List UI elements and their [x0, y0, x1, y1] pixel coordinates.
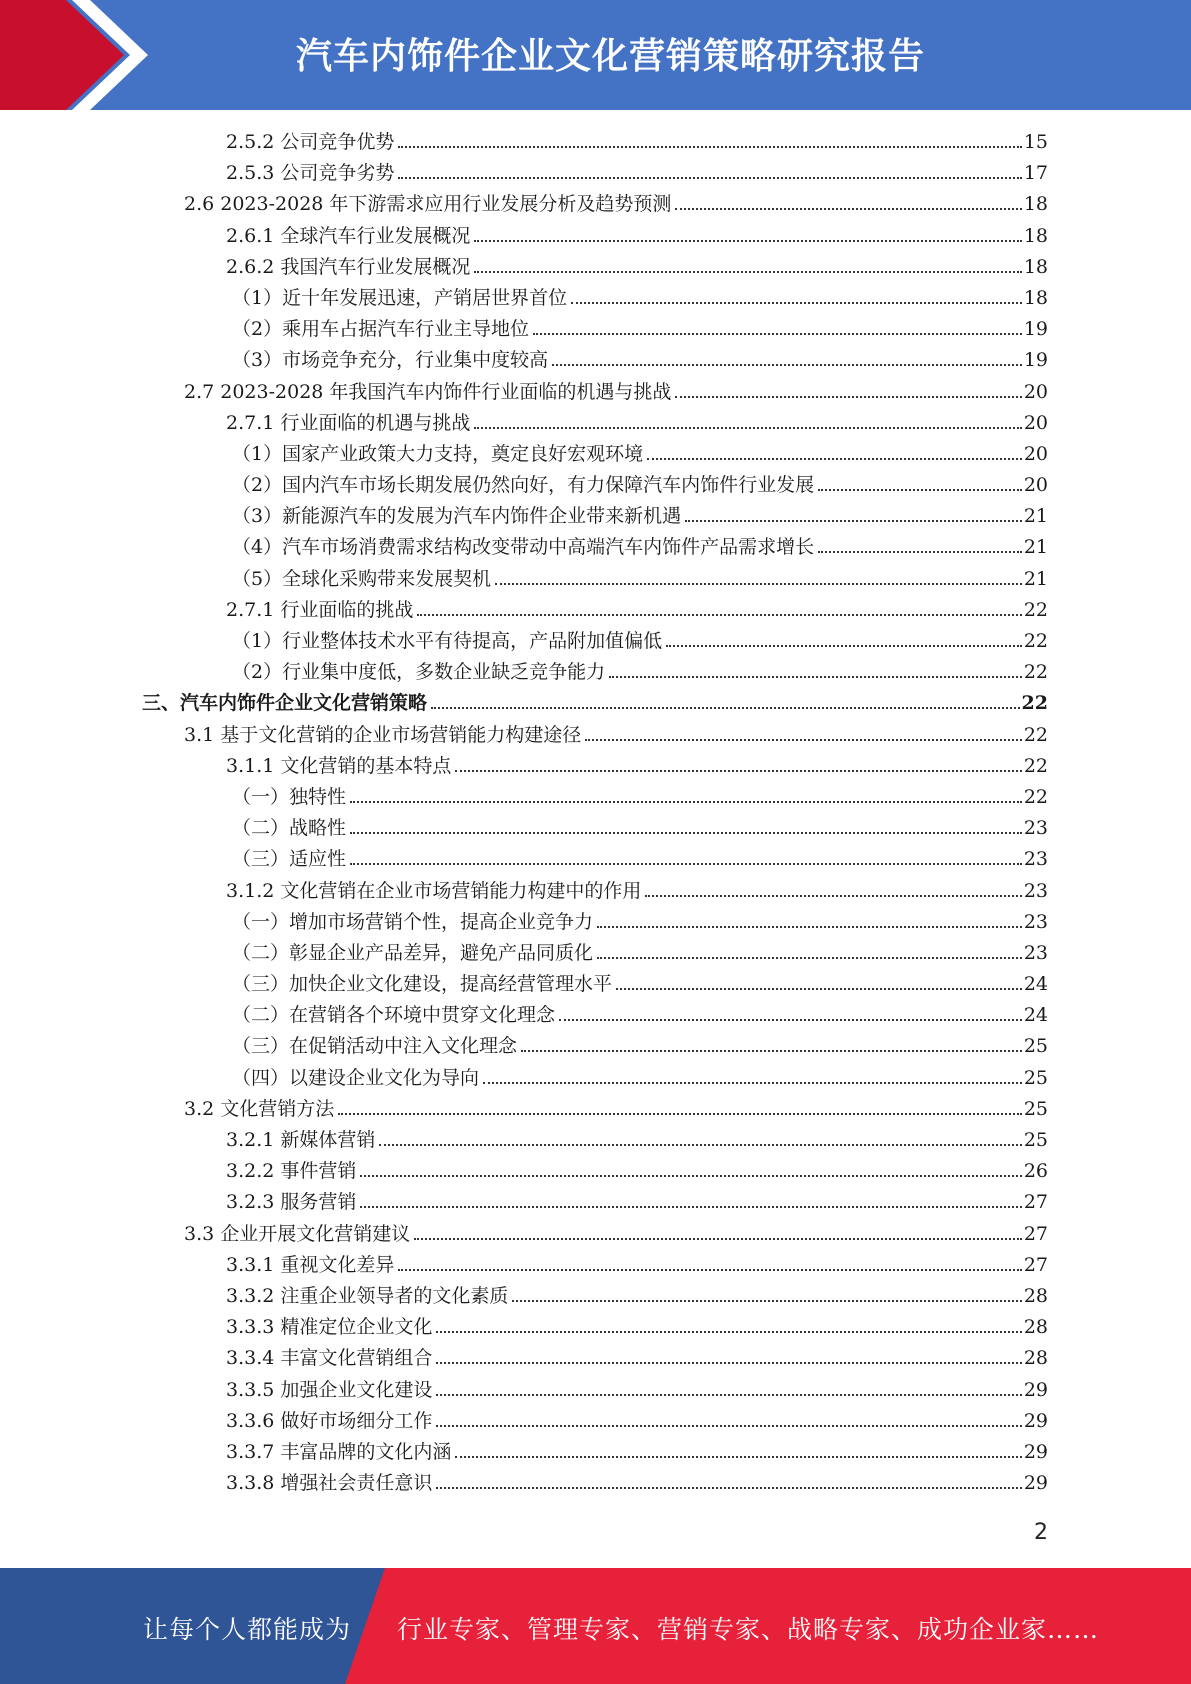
toc-entry-page: 28 — [1023, 1316, 1048, 1339]
toc-entry-label: 3.3.8 增强社会责任意识 — [226, 1472, 433, 1495]
toc-entry-line[interactable] — [232, 1063, 1048, 1094]
toc-entry-line[interactable] — [226, 127, 1048, 158]
toc-leader-dots — [609, 676, 1022, 678]
toc-entry-line[interactable] — [226, 1406, 1048, 1437]
toc-entry-line[interactable] — [226, 221, 1048, 252]
toc-leader-dots — [474, 240, 1021, 242]
toc-entry-page: 28 — [1023, 1347, 1048, 1370]
toc-entry-line[interactable] — [184, 189, 1048, 220]
toc-entry-line[interactable] — [184, 720, 1048, 751]
toc-entry-line[interactable] — [226, 1437, 1048, 1468]
toc-entry-line[interactable] — [226, 1125, 1048, 1156]
toc-leader-dots — [616, 988, 1022, 990]
toc-leader-dots — [398, 146, 1021, 148]
toc-entry-line[interactable] — [226, 751, 1048, 782]
toc-entry[interactable] — [0, 439, 1191, 470]
toc-entry[interactable] — [0, 1250, 1191, 1281]
toc-entry[interactable] — [0, 1031, 1191, 1062]
toc-entry-line[interactable] — [226, 1375, 1048, 1406]
toc-entry-label: （4）汽车市场消费需求结构改变带动中高端汽车内饰件产品需求增长 — [232, 536, 815, 559]
toc-entry-label: （1）近十年发展迅速，产销居世界首位 — [232, 286, 568, 309]
report-title: 汽车内饰件企业文化营销策略研究报告 — [295, 36, 925, 77]
toc-entry-page: 18 — [1023, 255, 1048, 278]
toc-entry[interactable] — [0, 1406, 1191, 1437]
toc-leader-dots — [559, 1019, 1022, 1021]
toc-entry-label: （3）市场竞争充分，行业集中度较高 — [232, 349, 549, 372]
toc-entry-label: （一）增加市场营销个性，提高企业竞争力 — [232, 910, 594, 933]
toc-entry-page: 27 — [1023, 1253, 1048, 1276]
toc-entry-line[interactable] — [232, 844, 1048, 875]
toc-entry-page: 20 — [1023, 411, 1048, 434]
toc-entry[interactable] — [0, 221, 1191, 252]
toc-leader-dots — [350, 863, 1022, 865]
toc-leader-dots — [379, 1144, 1021, 1146]
toc-entry[interactable] — [0, 1312, 1191, 1343]
toc-entry[interactable] — [0, 688, 1191, 719]
toc-entry-label: 3.3.5 加强企业文化建设 — [226, 1378, 433, 1401]
toc-leader-dots — [436, 1362, 1021, 1364]
toc-entry-label: （三）加快企业文化建设，提高经营管理水平 — [232, 973, 613, 996]
toc-entry-page: 22 — [1023, 723, 1048, 746]
toc-entry-label: 2.6.2 我国汽车行业发展概况 — [226, 255, 471, 278]
toc-entry-line[interactable] — [226, 1468, 1048, 1499]
toc-entry[interactable] — [0, 377, 1191, 408]
toc-leader-dots — [685, 520, 1022, 522]
toc-entry[interactable] — [0, 127, 1191, 158]
toc-entry-page: 22 — [1023, 598, 1048, 621]
toc-entry-label: 3.3.3 精准定位企业文化 — [226, 1316, 433, 1339]
toc-leader-dots — [483, 1082, 1022, 1084]
toc-entry-label: 2.7 2023-2028 年我国汽车内饰件行业面临的机遇与挑战 — [184, 380, 672, 403]
toc-entry[interactable] — [0, 1000, 1191, 1031]
toc-entry-page: 25 — [1023, 1035, 1048, 1058]
page-number: 2 — [1034, 1520, 1048, 1545]
toc-leader-dots — [436, 1487, 1021, 1489]
toc-entry-page: 25 — [1023, 1097, 1048, 1120]
toc-leader-dots — [818, 489, 1022, 491]
toc-entry[interactable] — [0, 969, 1191, 1000]
toc-entry-label: （1）国家产业政策大力支持，奠定良好宏观环境 — [232, 442, 644, 465]
toc-entry-line[interactable] — [226, 408, 1048, 439]
toc-leader-dots — [512, 1300, 1021, 1302]
toc-leader-dots — [350, 801, 1022, 803]
toc-leader-dots — [597, 926, 1022, 928]
toc-entry[interactable] — [0, 813, 1191, 844]
toc-entry-page: 20 — [1023, 442, 1048, 465]
toc-entry[interactable] — [0, 283, 1191, 314]
toc-leader-dots — [360, 1206, 1021, 1208]
toc-entry-label: （三）在促销活动中注入文化理念 — [232, 1035, 518, 1058]
toc-entry[interactable] — [0, 1063, 1191, 1094]
toc-entry-line[interactable] — [226, 876, 1048, 907]
toc-entry-label: 2.5.2 公司竞争优势 — [226, 131, 395, 153]
toc-entry-label: 3.3.6 做好市场细分工作 — [226, 1409, 433, 1432]
toc-entry-label: 3.2 文化营销方法 — [184, 1097, 335, 1120]
toc-entry-label: （3）新能源汽车的发展为汽车内饰件企业带来新机遇 — [232, 505, 682, 528]
toc-entry-page: 25 — [1023, 1129, 1048, 1151]
toc-leader-dots — [597, 957, 1022, 959]
toc-leader-dots — [431, 707, 1020, 709]
toc-entry[interactable] — [0, 1375, 1191, 1406]
toc-leader-dots — [521, 1050, 1022, 1052]
toc-entry-label: （5）全球化采购带来发展契机 — [232, 567, 492, 590]
toc-entry-label: （1）行业整体技术水平有待提高，产品附加值偏低 — [232, 630, 663, 652]
toc-entry[interactable] — [0, 626, 1191, 657]
toc-entry[interactable] — [0, 345, 1191, 376]
toc-leader-dots — [474, 427, 1021, 429]
toc-entry-label: 3.3.1 重视文化差异 — [226, 1253, 395, 1276]
toc-entry-label: 3.3.4 丰富文化营销组合 — [226, 1347, 433, 1370]
toc-entry-label: 3.3.7 丰富品牌的文化内涵 — [226, 1440, 452, 1463]
toc-entry[interactable] — [0, 1281, 1191, 1312]
toc-entry-label: 3.3 企业开展文化营销建议 — [184, 1222, 411, 1245]
toc-entry-label: 3.1.2 文化营销在企业市场营销能力构建中的作用 — [226, 879, 642, 902]
toc-entry[interactable] — [0, 1094, 1191, 1125]
toc-entry[interactable] — [0, 158, 1191, 189]
toc-entry-page: 21 — [1023, 505, 1048, 528]
toc-entry-label: 3.1 基于文化营销的企业市场营销能力构建途径 — [184, 723, 582, 746]
toc-entry-line[interactable] — [232, 439, 1048, 470]
toc-entry[interactable] — [0, 1437, 1191, 1468]
toc-entry-page: 23 — [1023, 910, 1048, 933]
toc-entry[interactable] — [0, 1343, 1191, 1374]
toc-entry-label: 3.1.1 文化营销的基本特点 — [226, 754, 452, 777]
toc-entry-page: 26 — [1023, 1160, 1048, 1183]
toc-entry-label: 2.7.1 行业面临的机遇与挑战 — [226, 411, 471, 434]
toc-entry-line[interactable] — [232, 283, 1048, 314]
toc-entry-line[interactable] — [226, 1250, 1048, 1281]
toc-leader-dots — [474, 271, 1021, 273]
toc-leader-dots — [675, 208, 1021, 210]
toc-entry-page: 23 — [1023, 848, 1048, 871]
toc-entry-label: （2）乘用车占据汽车行业主导地位 — [232, 318, 530, 341]
toc-entry-line[interactable] — [232, 782, 1048, 813]
toc-entry[interactable] — [0, 751, 1191, 782]
toc-entry[interactable] — [0, 470, 1191, 501]
toc-leader-dots — [398, 1269, 1021, 1271]
toc-entry[interactable] — [0, 657, 1191, 688]
toc-leader-dots — [533, 333, 1022, 335]
toc-entry[interactable] — [0, 189, 1191, 220]
toc-leader-dots — [455, 1456, 1021, 1458]
toc-entry[interactable] — [0, 252, 1191, 283]
toc-entry-line[interactable] — [226, 1312, 1048, 1343]
toc-entry-line[interactable] — [226, 595, 1048, 626]
toc-entry-page: 29 — [1023, 1378, 1048, 1401]
toc-entry-line[interactable] — [232, 938, 1048, 969]
toc-entry-page: 23 — [1023, 941, 1048, 964]
toc-entry-label: 三、汽车内饰件企业文化营销策略 — [142, 692, 428, 715]
toc-entry-label: 3.2.3 服务营销 — [226, 1191, 357, 1214]
table-of-contents — [0, 127, 1191, 1499]
toc-entry-page: 23 — [1023, 879, 1048, 902]
toc-entry-line[interactable] — [232, 1031, 1048, 1062]
toc-leader-dots — [436, 1425, 1021, 1427]
toc-entry-line[interactable] — [226, 1156, 1048, 1187]
toc-entry[interactable] — [0, 1156, 1191, 1187]
toc-entry-line[interactable] — [232, 501, 1048, 532]
toc-entry-page: 22 — [1023, 630, 1048, 652]
toc-entry-label: （2）国内汽车市场长期发展仍然向好，有力保障汽车内饰件行业发展 — [232, 474, 815, 497]
toc-entry-page: 19 — [1023, 318, 1048, 341]
toc-leader-dots — [350, 832, 1022, 834]
toc-leader-dots — [571, 302, 1022, 304]
toc-leader-dots — [818, 551, 1022, 553]
toc-entry[interactable] — [0, 782, 1191, 813]
toc-entry[interactable] — [0, 907, 1191, 938]
toc-leader-dots — [436, 1331, 1021, 1333]
toc-entry[interactable] — [0, 314, 1191, 345]
toc-entry-page: 21 — [1023, 536, 1048, 559]
toc-entry[interactable] — [0, 532, 1191, 563]
toc-entry-page: 29 — [1023, 1472, 1048, 1495]
toc-leader-dots — [455, 770, 1021, 772]
toc-entry-line[interactable] — [232, 532, 1048, 563]
toc-entry[interactable] — [0, 1468, 1191, 1499]
toc-leader-dots — [398, 177, 1021, 179]
toc-entry-line[interactable] — [232, 626, 1048, 657]
toc-entry-page: 24 — [1023, 1004, 1048, 1027]
toc-entry-label: 3.3.2 注重企业领导者的文化素质 — [226, 1284, 509, 1307]
toc-entry[interactable] — [0, 938, 1191, 969]
toc-entry-line[interactable] — [142, 688, 1048, 719]
toc-entry-line[interactable] — [232, 907, 1048, 938]
toc-entry-line[interactable] — [226, 1281, 1048, 1312]
toc-leader-dots — [675, 396, 1021, 398]
toc-entry-page: 29 — [1023, 1440, 1048, 1463]
toc-leader-dots — [417, 614, 1021, 616]
toc-entry-line[interactable] — [226, 158, 1048, 189]
toc-entry-line[interactable] — [232, 1000, 1048, 1031]
toc-entry-page: 17 — [1023, 162, 1048, 185]
toc-entry-line[interactable] — [232, 564, 1048, 595]
toc-entry-label: 2.7.1 行业面临的挑战 — [226, 598, 414, 621]
toc-entry-label: 2.6.1 全球汽车行业发展概况 — [226, 224, 471, 247]
toc-leader-dots — [645, 895, 1021, 897]
footer-slogan: 让每个人都能成为 — [143, 1615, 352, 1644]
toc-entry-page: 20 — [1023, 474, 1048, 497]
toc-entry-line[interactable] — [232, 813, 1048, 844]
toc-entry-page: 22 — [1023, 785, 1048, 808]
toc-entry-label: 3.2.2 事件营销 — [226, 1160, 357, 1183]
toc-entry-page: 21 — [1023, 567, 1048, 590]
toc-entry-page: 18 — [1023, 224, 1048, 247]
toc-entry-label: （二）彰显企业产品差异，避免产品同质化 — [232, 941, 594, 964]
toc-entry-page: 15 — [1023, 131, 1048, 153]
toc-entry-label: 3.2.1 新媒体营销 — [226, 1129, 376, 1151]
toc-entry-line[interactable] — [232, 345, 1048, 376]
toc-entry-page: 19 — [1023, 349, 1048, 372]
toc-entry-page: 23 — [1023, 817, 1048, 840]
toc-entry-label: 2.5.3 公司竞争劣势 — [226, 162, 395, 185]
toc-entry[interactable] — [0, 564, 1191, 595]
toc-entry[interactable] — [0, 1125, 1191, 1156]
toc-entry-label: 2.6 2023-2028 年下游需求应用行业发展分析及趋势预测 — [184, 193, 672, 216]
toc-entry-page: 28 — [1023, 1284, 1048, 1307]
toc-entry-page: 22 — [1021, 692, 1048, 715]
toc-entry-page: 22 — [1023, 754, 1048, 777]
toc-entry-line[interactable] — [226, 1343, 1048, 1374]
toc-entry-page: 24 — [1023, 973, 1048, 996]
toc-entry-page: 27 — [1023, 1191, 1048, 1214]
toc-entry[interactable] — [0, 844, 1191, 875]
toc-leader-dots — [495, 583, 1022, 585]
toc-entry-line[interactable] — [226, 1187, 1048, 1218]
toc-entry-page: 18 — [1023, 286, 1048, 309]
toc-entry[interactable] — [0, 408, 1191, 439]
toc-entry-label: （三）适应性 — [232, 848, 347, 871]
footer-banner — [0, 1568, 1191, 1684]
toc-entry-page: 22 — [1023, 661, 1048, 684]
toc-entry[interactable] — [0, 720, 1191, 751]
toc-entry-label: （二）战略性 — [232, 817, 347, 840]
toc-leader-dots — [436, 1394, 1021, 1396]
toc-entry-label: （四）以建设企业文化为导向 — [232, 1066, 480, 1089]
toc-entry-line[interactable] — [184, 377, 1048, 408]
header-banner — [0, 0, 1191, 110]
toc-leader-dots — [552, 364, 1022, 366]
toc-entry-label: （二）在营销各个环境中贯穿文化理念 — [232, 1004, 556, 1027]
toc-entry-page: 18 — [1023, 193, 1048, 216]
toc-leader-dots — [666, 645, 1022, 647]
toc-entry-page: 25 — [1023, 1066, 1048, 1089]
toc-entry[interactable] — [0, 876, 1191, 907]
toc-entry-label: （2）行业集中度低，多数企业缺乏竞争能力 — [232, 661, 606, 684]
toc-entry[interactable] — [0, 595, 1191, 626]
toc-entry[interactable] — [0, 1219, 1191, 1250]
toc-entry[interactable] — [0, 1187, 1191, 1218]
toc-entry-line[interactable] — [184, 1094, 1048, 1125]
toc-leader-dots — [414, 1238, 1022, 1240]
toc-entry-page: 29 — [1023, 1409, 1048, 1432]
toc-leader-dots — [338, 1113, 1022, 1115]
toc-leader-dots — [585, 739, 1022, 741]
toc-leader-dots — [360, 1175, 1021, 1177]
toc-entry-line[interactable] — [232, 657, 1048, 688]
toc-entry-page: 27 — [1023, 1222, 1048, 1245]
toc-entry-line[interactable] — [226, 252, 1048, 283]
toc-entry-line[interactable] — [232, 470, 1048, 501]
toc-entry-label: （一）独特性 — [232, 785, 347, 808]
toc-entry-page: 20 — [1023, 380, 1048, 403]
toc-entry-line[interactable] — [232, 314, 1048, 345]
toc-entry-line[interactable] — [232, 969, 1048, 1000]
footer-roles: 行业专家、管理专家、营销专家、战略专家、成功企业家…… — [397, 1615, 1100, 1644]
toc-entry-line[interactable] — [184, 1219, 1048, 1250]
toc-entry[interactable] — [0, 501, 1191, 532]
toc-leader-dots — [647, 458, 1022, 460]
